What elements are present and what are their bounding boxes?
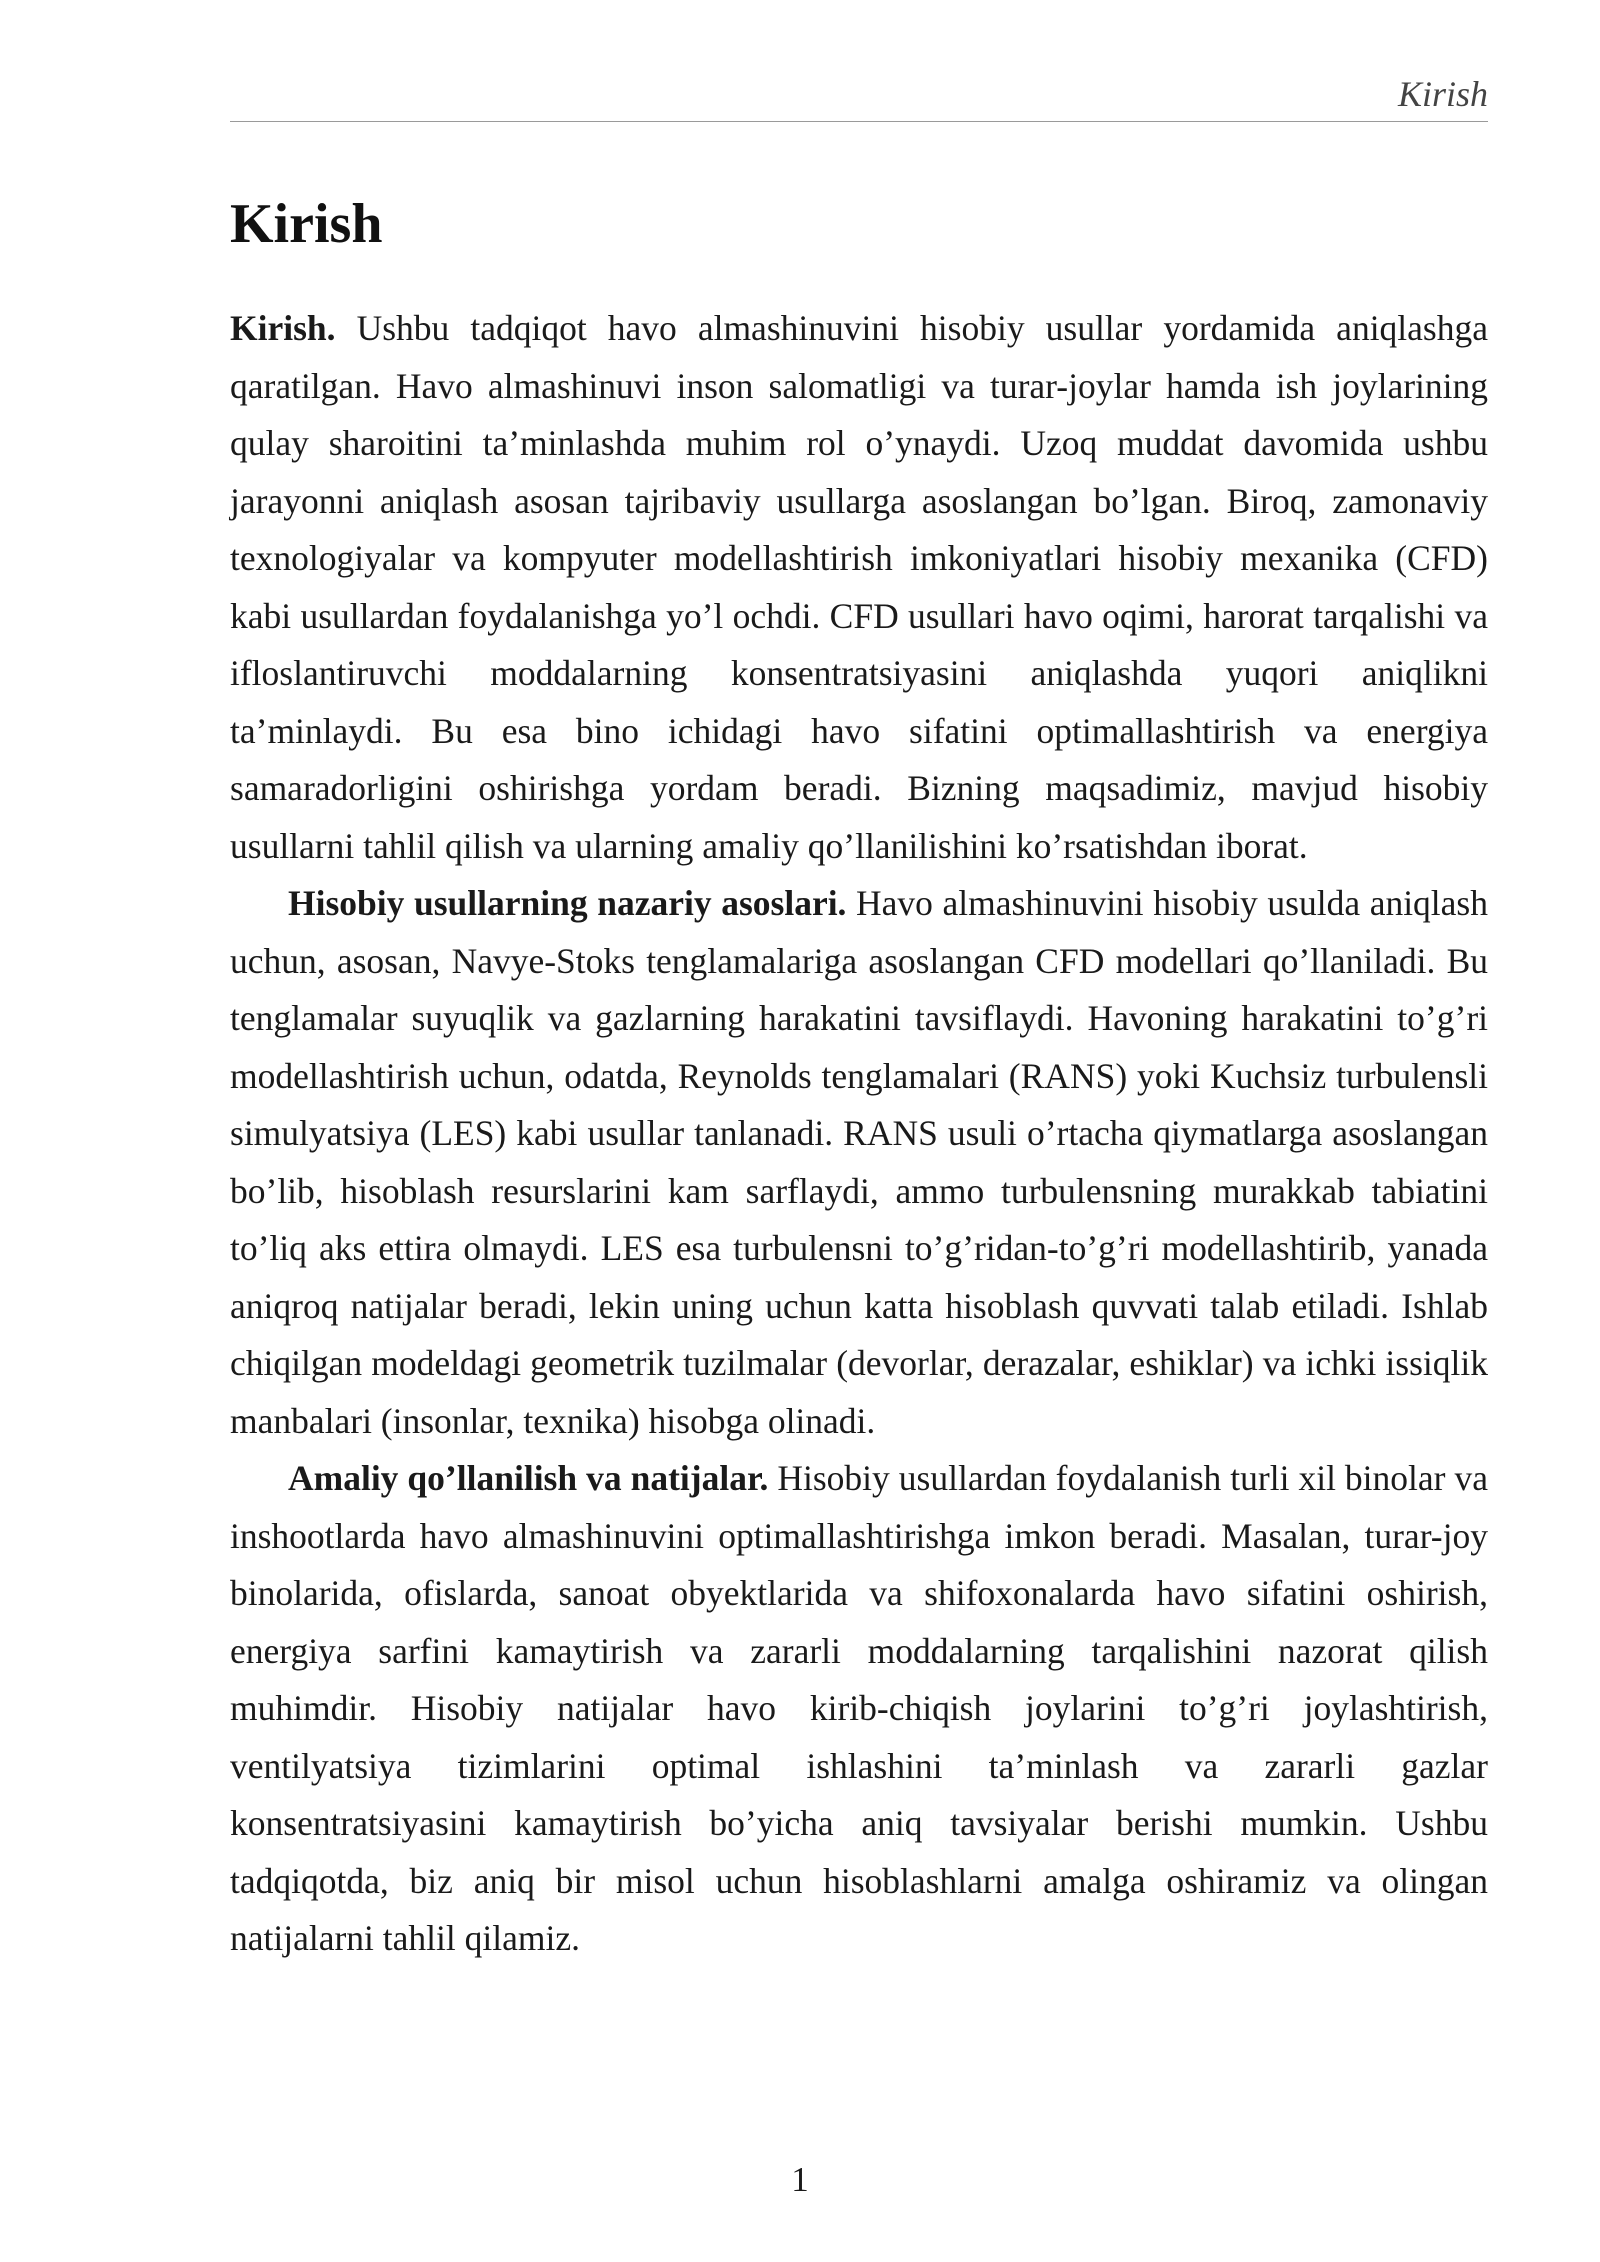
paragraph-text: Ushbu tadqiqot havo almashinuvini hisobiy usullar yordamida aniqlashga qaratilgan. Havo almashinuvi inson salomatligi va turar-joylar hamda ish joylarining qulay sharoitini ta’minlashda muhim rol o’ynaydi. Uzoq muddat davomida ushbu jarayonni aniqlash asosan tajribaviy usullarga asoslangan bo’lgan. Biroq, zamonaviy texnologiyalar va kompyuter modellashtirish imkoniyatlari hisobiy mexanika (CFD) kabi usullardan foydalanishga yo’l ochdi. CFD usullari havo oqimi, harorat tarqalishi va ifloslantiruvchi moddalarning konsentratsiyasini aniqlashda yuqori aniqlikni ta’minlaydi. Bu esa bino ichidagi havo sifatini optimallashtirish va energiya samaradorligini oshirishga yordam beradi. Bizning maqsadimiz, mavjud hisobiy usullarni tahlil qilish va ularning amaliy qo’llanilishini ko’rsatishdan iborat. xyxy=(230,308,1488,866)
chapter-title: Kirish xyxy=(230,193,383,255)
paragraph-introduction xyxy=(230,300,1488,875)
paragraph-text: Havo almashinuvini hisobiy usulda aniqlash uchun, asosan, Navye-Stoks tenglamalariga asoslangan CFD modellari qo’llaniladi. Bu tenglamalar suyuqlik va gazlarning harakatini tavsiflaydi. Havoning harakatini to’g’ri modellashtirish uchun, odatda, Reynolds tenglamalari (RANS) yoki Kuchsiz turbulensli simulyatsiya (LES) kabi usullar tanlanadi. RANS usuli o’rtacha qiymatlarga asoslangan bo’lib, hisoblash resurslarini kam sarflaydi, ammo turbulensning murakkab tabiatini to’liq aks ettira olmaydi. LES esa turbulensni to’g’ridan-to’g’ri modellashtirib, yanada aniqroq natijalar beradi, lekin uning uchun katta hisoblash quvvati talab etiladi. Ishlab chiqilgan modeldagi geometrik tuzilmalar (devorlar, derazalar, eshiklar) va ichki issiqlik manbalari (insonlar, texnika) hisobga olinadi. xyxy=(230,883,1488,1441)
running-header xyxy=(230,70,1488,122)
paragraph-lead: Amaliy qo’llanilish va natijalar. xyxy=(288,1458,769,1498)
paragraph-lead: Kirish. xyxy=(230,308,336,348)
paragraph-applications xyxy=(230,1450,1488,1968)
paragraph-theory xyxy=(230,875,1488,1450)
paragraph-text: Hisobiy usullardan foydalanish turli xil binolar va inshootlarda havo almashinuvini optimallashtirishga imkon beradi. Masalan, turar-joy binolarida, ofislarda, sanoat obyektlarida va shifoxonalarda havo sifatini oshirish, energiya sarfini kamaytirish va zararli moddalarning tarqalishini nazorat qilish muhimdir. Hisobiy natijalar havo kirib-chiqish joylarini to’g’ri joylashtirish, ventilyatsiya tizimlarini optimal ishlashini ta’minlash va zararli gazlar konsentratsiyasini kamaytirish bo’yicha aniq tavsiyalar berishi mumkin. Ushbu tadqiqotda, biz aniq bir misol uchun hisoblashlarni amalga oshiramiz va olingan natijalarni tahlil qilamiz. xyxy=(230,1458,1488,1958)
paragraph-lead: Hisobiy usullarning nazariy asoslari. xyxy=(288,883,847,923)
page-number: 1 xyxy=(791,2160,809,2199)
running-header-title: Kirish xyxy=(1397,74,1488,114)
body-text xyxy=(230,300,1488,1968)
